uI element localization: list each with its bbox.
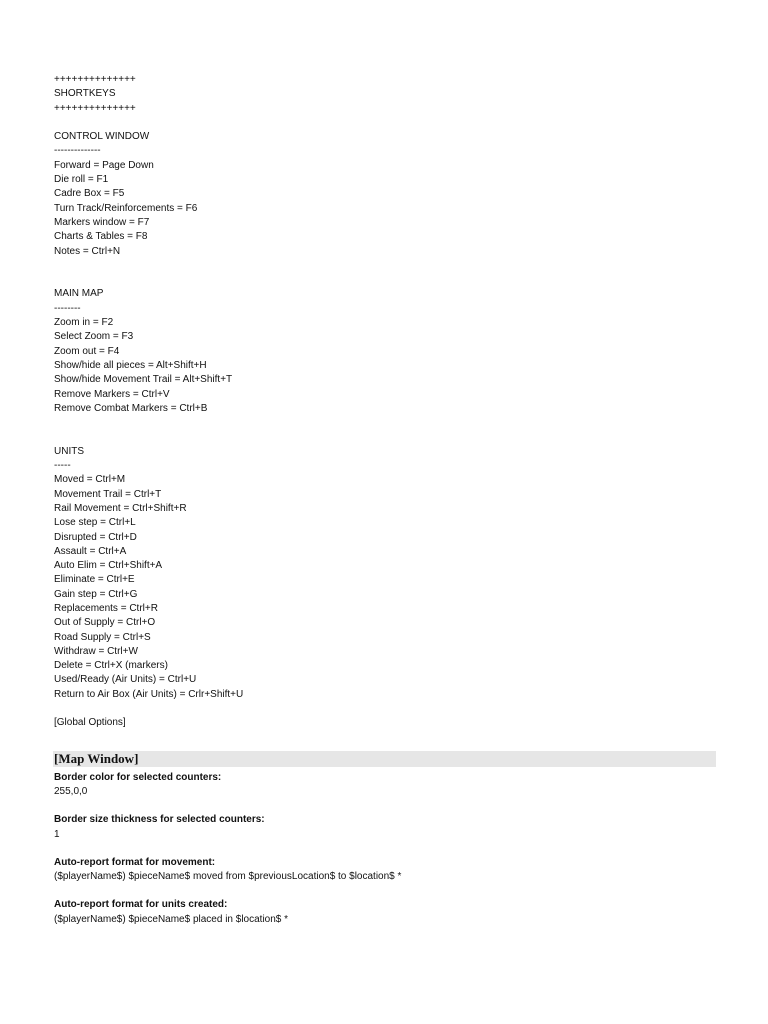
spacer bbox=[54, 416, 716, 430]
shortcut-item: Withdraw = Ctrl+W bbox=[54, 645, 138, 657]
shortcut-item: Auto Elim = Ctrl+Shift+A bbox=[54, 560, 163, 572]
shortcut-item: Disrupted = Ctrl+D bbox=[54, 531, 137, 543]
setting-units-created-report bbox=[54, 898, 716, 927]
section-main-map bbox=[54, 287, 716, 416]
setting-movement-report bbox=[54, 856, 716, 885]
setting-value: ($playerName$) $pieceName$ placed in $location$ * bbox=[54, 913, 289, 925]
map-window-heading: [Map Window] bbox=[53, 751, 716, 767]
setting-value: 1 bbox=[54, 828, 60, 840]
section-rule: -------- bbox=[54, 302, 81, 314]
section-title: CONTROL WINDOW bbox=[54, 131, 150, 143]
shortcut-item: Delete = Ctrl+X (markers) bbox=[54, 660, 168, 672]
section-rule: ----- bbox=[54, 460, 71, 472]
shortcut-item: Zoom in = F2 bbox=[54, 317, 114, 329]
header-rule-bottom: ++++++++++++++ bbox=[54, 102, 136, 114]
spacer bbox=[54, 259, 716, 273]
shortcut-item: Notes = Ctrl+N bbox=[54, 245, 121, 257]
shortcut-item: Forward = Page Down bbox=[54, 159, 154, 171]
shortcut-item: Remove Combat Markers = Ctrl+B bbox=[54, 402, 208, 414]
shortcut-item: Used/Ready (Air Units) = Ctrl+U bbox=[54, 674, 197, 686]
setting-label: Border size thickness for selected counters: bbox=[54, 814, 265, 826]
shortcut-item: Markers window = F7 bbox=[54, 216, 150, 228]
setting-label: Auto-report format for units created: bbox=[54, 899, 228, 911]
shortcut-item: Show/hide Movement Trail = Alt+Shift+T bbox=[54, 374, 233, 386]
shortcut-item: Remove Markers = Ctrl+V bbox=[54, 388, 170, 400]
setting-value: ($playerName$) $pieceName$ moved from $previousLocation$ to $location$ * bbox=[54, 871, 402, 883]
setting-value: 255,0,0 bbox=[54, 785, 88, 797]
header-rule-top: ++++++++++++++ bbox=[54, 74, 136, 85]
shortcut-item: Out of Supply = Ctrl+O bbox=[54, 617, 156, 629]
shortcut-item: Show/hide all pieces = Alt+Shift+H bbox=[54, 359, 207, 371]
shortcut-item: Turn Track/Reinforcements = F6 bbox=[54, 202, 198, 214]
setting-label: Auto-report format for movement: bbox=[54, 856, 216, 868]
shortcut-item: Replacements = Ctrl+R bbox=[54, 602, 158, 614]
spacer bbox=[54, 273, 716, 287]
shortcut-item: Zoom out = F4 bbox=[54, 345, 120, 357]
section-control-window bbox=[54, 130, 716, 259]
spacer bbox=[54, 430, 716, 444]
shortcut-item: Movement Trail = Ctrl+T bbox=[54, 488, 162, 500]
shortcut-item: Return to Air Box (Air Units) = Crlr+Shift+U bbox=[54, 688, 244, 700]
shortcut-item: Die roll = F1 bbox=[54, 174, 109, 186]
spacer bbox=[54, 116, 716, 130]
setting-label: Border color for selected counters: bbox=[54, 771, 222, 783]
shortcut-item: Eliminate = Ctrl+E bbox=[54, 574, 135, 586]
shortcut-item: Assault = Ctrl+A bbox=[54, 545, 127, 557]
shortcut-item: Rail Movement = Ctrl+Shift+R bbox=[54, 502, 187, 514]
shortcut-item: Cadre Box = F5 bbox=[54, 188, 125, 200]
shortcut-item: Moved = Ctrl+M bbox=[54, 474, 126, 486]
setting-border-color bbox=[54, 771, 716, 800]
shortcut-item: Road Supply = Ctrl+S bbox=[54, 631, 151, 643]
section-units bbox=[54, 445, 716, 702]
section-title: UNITS bbox=[54, 445, 84, 457]
spacer bbox=[54, 702, 716, 716]
header-title: SHORTKEYS bbox=[54, 88, 116, 100]
section-title: MAIN MAP bbox=[54, 288, 104, 300]
global-options-label: [Global Options] bbox=[54, 717, 126, 729]
document-page bbox=[54, 73, 716, 927]
shortcut-item: Lose step = Ctrl+L bbox=[54, 517, 136, 529]
setting-border-size bbox=[54, 813, 716, 842]
shortcut-item: Select Zoom = F3 bbox=[54, 331, 134, 343]
shortcut-item: Gain step = Ctrl+G bbox=[54, 588, 138, 600]
section-rule: -------------- bbox=[54, 145, 101, 157]
shortcut-item: Charts & Tables = F8 bbox=[54, 231, 148, 243]
